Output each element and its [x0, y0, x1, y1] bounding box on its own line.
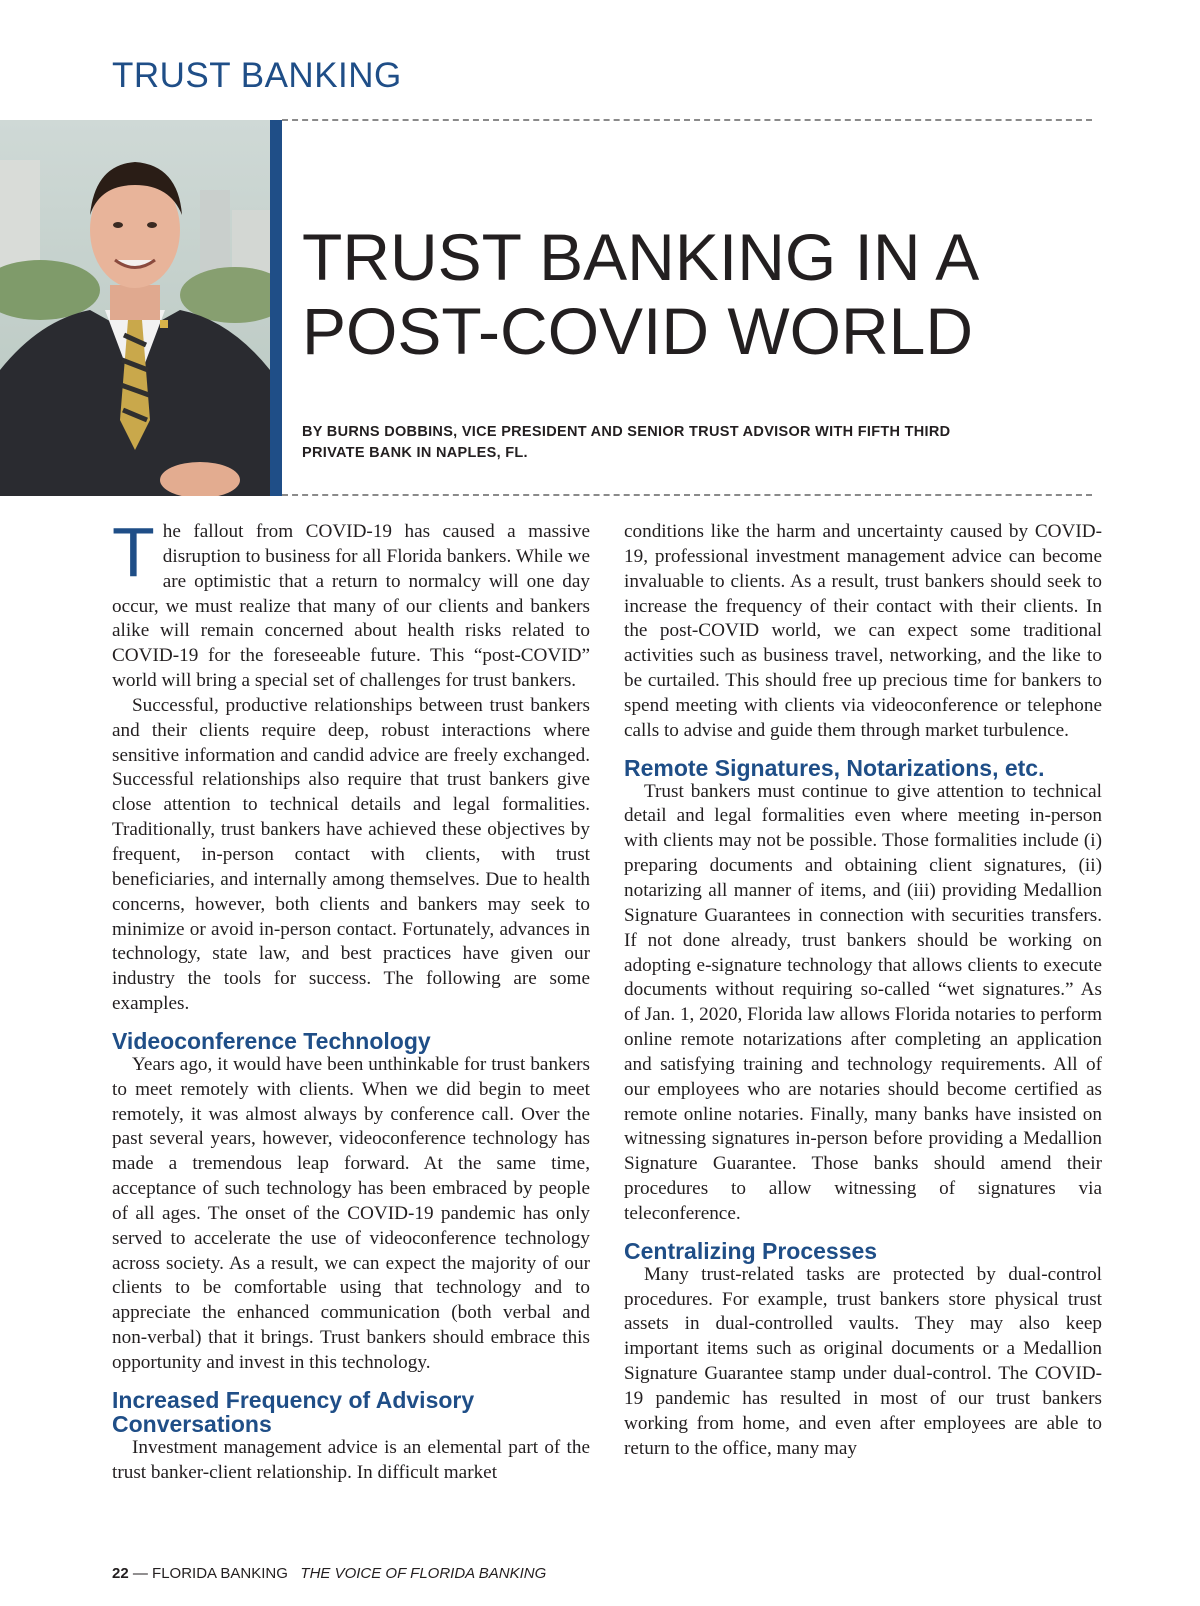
bottom-dashed-divider — [282, 494, 1092, 496]
byline-line-2: PRIVATE BANK IN NAPLES, FL. — [302, 445, 528, 461]
drop-cap: T — [112, 513, 155, 591]
article-title — [302, 220, 1082, 368]
heading-centralizing: Centralizing Processes — [624, 1237, 878, 1264]
title-line-2: POST-COVID WORLD — [302, 294, 974, 368]
page-footer — [112, 1565, 546, 1582]
right-column — [624, 520, 1102, 1462]
section-label: TRUST BANKING — [112, 56, 402, 95]
byline-line-1: BY BURNS DOBBINS, VICE PRESIDENT AND SENIOR TRUST ADVISOR WITH FIFTH THIRD — [302, 424, 951, 440]
body-paragraph: Successful, productive relationships between trust bankers and their clients require deep, robust interactions where sensitive information and candid advice are freely exchanged. Successful relationships also require that trust bankers give close attention to technical details and legal formalities. Traditionally, trust bankers have achieved these objectives by frequent, in-person contact with clients, with trust beneficiaries, and internally among themselves. Due to health concerns, however, both clients and bankers may seek to minimize or avoid in-person contact. Fortunately, advances in technology, state law, and best practices have given our industry the tools for success. The following are some examples. — [112, 694, 590, 1015]
publication-tagline: THE VOICE OF FLORIDA BANKING — [300, 1565, 547, 1582]
intro-paragraph — [112, 513, 590, 694]
intro-text: he fallout from COVID-19 has caused a massive disruption to business for all Florida bankers. While we are optimistic that a return to normalcy will one day occur, we must realize that many of our clients and bankers alike will remain concerned about health risks related to COVID-19 for the foreseeable future. This “post-COVID” world will bring a special set of challenges for trust bankers. — [112, 521, 590, 692]
heading-advisory: Increased Frequency of Advisory Conversations — [112, 1386, 475, 1437]
heading-videoconference: Videoconference Technology — [112, 1027, 431, 1054]
body-paragraph-continued: conditions like the harm and uncertainty caused by COVID-19, professional investment management advice can become invaluable to clients. As a result, trust bankers should seek to increase the frequency of their contact with their clients. In the post-COVID world, we can expect some traditional activities such as business travel, networking, and the like to be curtailed. This should free up precious time for bankers to spend meeting with clients via videoconference or telephone calls to advise and guide them through market turbulence. — [624, 521, 1102, 741]
title-line-1: TRUST BANKING IN A — [302, 220, 980, 294]
footer-separator: — — [128, 1565, 153, 1582]
heading-remote-signatures: Remote Signatures, Notarizations, etc. — [624, 754, 1045, 781]
left-column — [112, 513, 590, 1486]
body-paragraph: Trust bankers must continue to give attention to technical detail and legal formalities even where meeting in-person with clients may not be possible. Those formalities include (i) preparing documents and obtaining client signatures, (ii) notarizing all manner of items, and (iii) providing Medallion Signature Guarantees in connection with securities transfers. If not done already, trust bankers should be working on adopting e-signature technology that allows clients to execute documents without requiring so-called “wet signatures.” As of Jan. 1, 2020, Florida law allows Florida notaries to perform online remote notarizations after completing an application and satisfying training and technology requirements. All of our employees who are notaries should become certified as remote online notaries. Finally, many banks have insisted on witnessing signatures in-person before providing a Medallion Signature Guarantee. Those banks should amend their procedures to allow witnessing of signatures via teleconference. — [624, 780, 1103, 1224]
body-paragraph: Years ago, it would have been unthinkable for trust bankers to meet remotely with clients. When we did begin to meet remotely, it was almost always by conference call. Over the past several years, however, videoconference technology has made a tremendous leap forward. At the same time, acceptance of such technology has been embraced by people of all ages. The onset of the COVID-19 pandemic has only served to accelerate the use of videoconference technology across society. As a result, we can expect the majority of our clients to be comfortable using that technology and to appreciate the enhanced communication (both verbal and non-verbal) that it brings. Trust bankers should embrace this opportunity and invest in this technology. — [112, 1053, 590, 1373]
body-paragraph: Many trust-related tasks are protected by dual-control procedures. For example, trust bankers store physical trust assets in dual-controlled vaults. They may also keep important items such as original documents or a Medallion Signature Guarantee stamp under dual-control. The COVID-19 pandemic has resulted in most of our trust bankers working from home, and even after employees are able to return to the office, many may — [624, 1263, 1102, 1459]
publication-name: FLORIDA BANKING — [152, 1565, 288, 1582]
author-photo — [0, 120, 270, 496]
top-dashed-divider — [282, 119, 1092, 121]
page-number: 22 — [112, 1565, 129, 1582]
accent-bar — [270, 120, 282, 496]
byline — [302, 422, 1062, 464]
body-paragraph: Investment management advice is an elemental part of the trust banker-client relationship. In difficult market — [112, 1436, 590, 1483]
